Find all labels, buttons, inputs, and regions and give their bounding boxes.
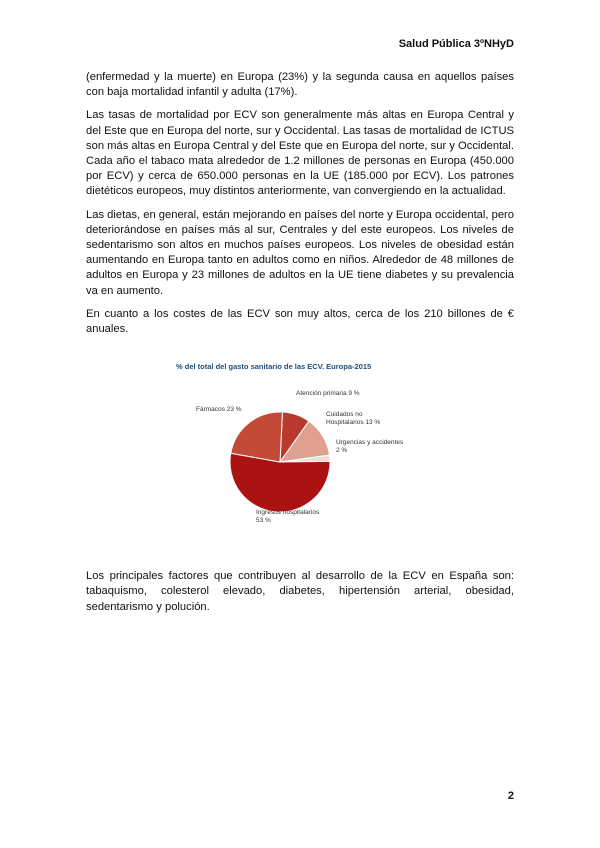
slice-label-cuidados: Cuidados no Hospitalarios 13 % [326, 411, 381, 427]
pie-slice [231, 412, 283, 462]
document-body [86, 70, 514, 623]
paragraph: (enfermedad y la muerte) en Europa (23%) y la segunda causa en aquellos países con baja mortalidad infantil y adulta (17%). [86, 71, 514, 99]
chart-title: % del total del gasto sanitario de las ECV. Europa-2015 [176, 362, 372, 372]
paragraph: Las tasas de mortalidad por ECV son generalmente más altas en Europa Central y del Este que en Europa del norte, sur y Occidental. Las tasas de mortalidad de ICTUS son más altas en Europa Central y del Este que en Europa del norte, sur y Occidental. Cada año el tabaco mata alrededor de 1.2 millones de personas en Europa (450.000 por ECV) y cerca de 650.000 personas en la UE (185.000 por ECV). Los patrones dietéticos europeos, muy distintos anteriormente, van convergiendo en la actualidad. [86, 109, 514, 198]
paragraph: Los principales factores que contribuyen al desarrollo de la ECV en España son: tabaquismo, colesterol elevado, diabetes, hipertensión arterial, obesidad, sedentarismo y polución. [86, 570, 514, 613]
slice-label-farmacos: Fármacos 23 % [196, 406, 242, 414]
pie-chart-svg [86, 353, 514, 533]
paragraph: Las dietas, en general, están mejorando en países del norte y Europa occidental, pero deteriorándose en países más al sur, Centrales y del este europeos. Los niveles de sedentarismo son altos en muchos países europeos. Los niveles de obesidad están aumentando en Europa tanto en adultos como en niños. Alrededor de 48 millones de adultos en Europa y 23 millones de adultos en la UE tiene diabetes y su prevalencia va en aumento. [86, 208, 514, 297]
paragraph: En cuanto a los costes de las ECV son muy altos, cerca de los 210 billones de € anuales. [86, 307, 514, 336]
slice-label-ingresos: Ingresos hospitalarios 53 % [256, 509, 320, 525]
page-number: 2 [507, 790, 514, 802]
page-header: Salud Pública 3ºNHyD [398, 38, 514, 50]
slice-label-atencion-primaria: Atención primaria 9 % [296, 390, 360, 398]
pie-chart [86, 353, 514, 533]
slice-label-urgencias: Urgencias y accidentes 2 % [336, 439, 404, 455]
